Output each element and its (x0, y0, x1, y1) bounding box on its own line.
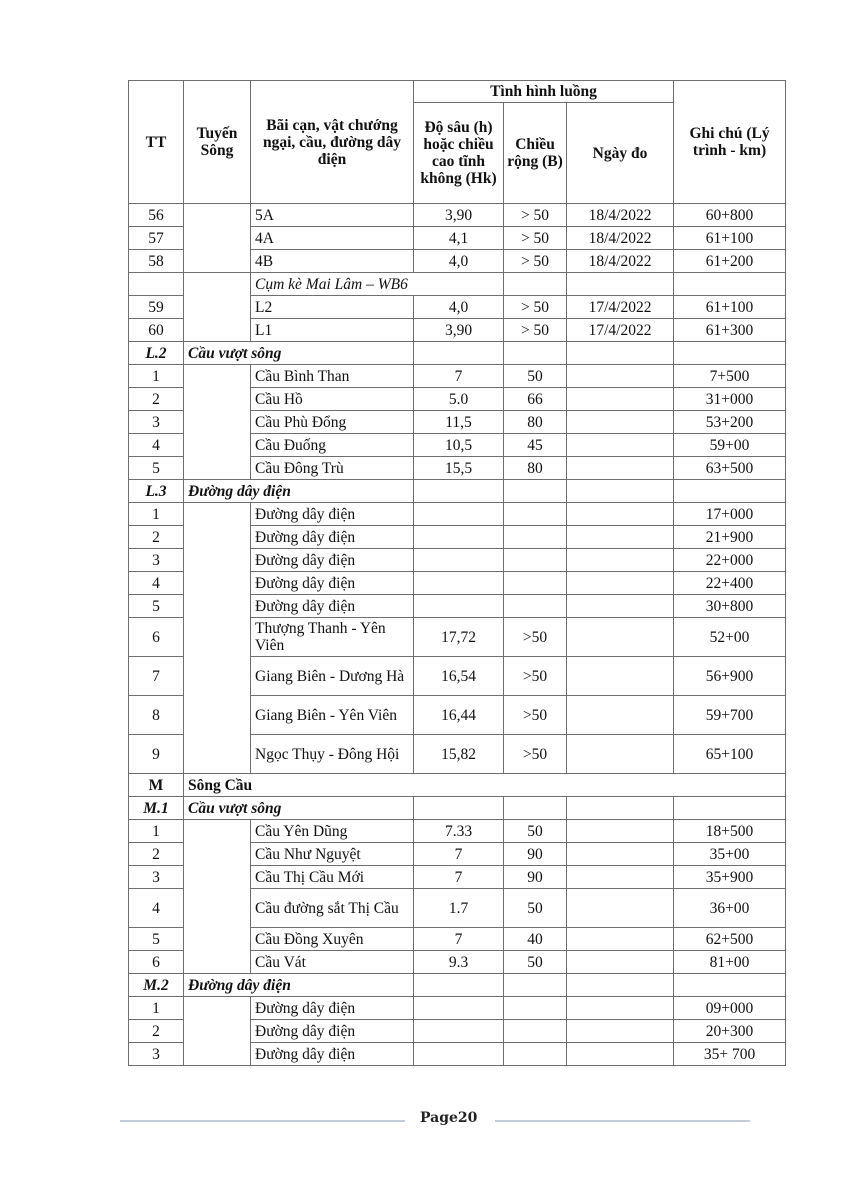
depth-value: 7 (414, 365, 504, 388)
row-number: 58 (129, 250, 184, 273)
empty-cell (504, 273, 567, 296)
depth-value: 10,5 (414, 434, 504, 457)
survey-date (567, 1043, 674, 1066)
footer-divider-right (495, 1120, 750, 1122)
width-value: > 50 (504, 227, 567, 250)
row-number: 4 (129, 572, 184, 595)
depth-value: 3,90 (414, 204, 504, 227)
obstacle-name: Cầu đường sắt Thị Cầu (251, 889, 414, 928)
depth-value (414, 997, 504, 1020)
chainage-note: 35+ 700 (674, 1043, 786, 1066)
section-header-row (129, 797, 786, 820)
tuyen-song-cell (184, 997, 251, 1066)
row-number: 5 (129, 457, 184, 480)
row-number: 6 (129, 951, 184, 974)
row-number: 1 (129, 820, 184, 843)
obstacle-name: Cầu Đồng Xuyên (251, 928, 414, 951)
section-code: L.2 (129, 342, 184, 365)
obstacle-name: Cầu Đông Trù (251, 457, 414, 480)
chainage-note: 35+00 (674, 843, 786, 866)
page-number: Page20 (420, 1110, 478, 1126)
depth-value: 4,0 (414, 296, 504, 319)
empty-cell (674, 273, 786, 296)
river-header-row (129, 774, 786, 797)
depth-value: 15,5 (414, 457, 504, 480)
obstacle-name: Cầu Bình Than (251, 365, 414, 388)
survey-date (567, 388, 674, 411)
row-number: 9 (129, 735, 184, 774)
depth-value (414, 1020, 504, 1043)
depth-value: 17,72 (414, 618, 504, 657)
row-number: 4 (129, 434, 184, 457)
chainage-note: 63+500 (674, 457, 786, 480)
table-row (129, 503, 786, 526)
row-number: 1 (129, 997, 184, 1020)
obstacle-name: 5A (251, 204, 414, 227)
row-number: 1 (129, 365, 184, 388)
survey-date: 17/4/2022 (567, 319, 674, 342)
empty-cell (414, 480, 504, 503)
width-value: >50 (504, 735, 567, 774)
page-footer (120, 1110, 750, 1132)
empty-cell (504, 480, 567, 503)
obstacle-name: Ngọc Thụy - Đông Hội (251, 735, 414, 774)
river-title: Sông Cầu (184, 774, 786, 797)
obstacle-name: Đường dây điện (251, 595, 414, 618)
depth-value: 4,1 (414, 227, 504, 250)
table-row (129, 997, 786, 1020)
survey-date (567, 1020, 674, 1043)
width-value (504, 572, 567, 595)
depth-value: 1.7 (414, 889, 504, 928)
row-number: 5 (129, 595, 184, 618)
depth-value: 3,90 (414, 319, 504, 342)
empty-cell (567, 273, 674, 296)
survey-date (567, 997, 674, 1020)
width-value: 90 (504, 866, 567, 889)
row-number: 2 (129, 388, 184, 411)
header-tt: TT (129, 81, 184, 204)
river-code: M (129, 774, 184, 797)
chainage-note: 52+00 (674, 618, 786, 657)
survey-date (567, 549, 674, 572)
chainage-note: 53+200 (674, 411, 786, 434)
survey-date (567, 820, 674, 843)
table-row (129, 820, 786, 843)
header-note: Ghi chú (Lý trình - km) (674, 81, 786, 204)
width-value: 50 (504, 951, 567, 974)
depth-value: 11,5 (414, 411, 504, 434)
empty-cell (567, 342, 674, 365)
row-number: 1 (129, 503, 184, 526)
width-value: >50 (504, 657, 567, 696)
chainage-note: 21+900 (674, 526, 786, 549)
table-row (129, 365, 786, 388)
chainage-note: 61+100 (674, 296, 786, 319)
depth-value (414, 572, 504, 595)
survey-date (567, 735, 674, 774)
chainage-note: 7+500 (674, 365, 786, 388)
survey-date (567, 595, 674, 618)
survey-date (567, 657, 674, 696)
obstacle-name: Đường dây điện (251, 1043, 414, 1066)
width-value (504, 503, 567, 526)
chainage-note: 30+800 (674, 595, 786, 618)
group-title-italic: Cụm kè Mai Lâm (255, 275, 363, 293)
section-code: M.2 (129, 974, 184, 997)
depth-value: 7.33 (414, 820, 504, 843)
survey-date (567, 503, 674, 526)
survey-date (567, 843, 674, 866)
depth-value (414, 595, 504, 618)
empty-cell (414, 974, 504, 997)
survey-date (567, 526, 674, 549)
row-number: 3 (129, 411, 184, 434)
empty-cell (674, 797, 786, 820)
row-number: 60 (129, 319, 184, 342)
channel-status-table (128, 80, 786, 1066)
row-number: 57 (129, 227, 184, 250)
row-number: 8 (129, 696, 184, 735)
row-number: 59 (129, 296, 184, 319)
survey-date: 17/4/2022 (567, 296, 674, 319)
depth-value: 4,0 (414, 250, 504, 273)
chainage-note: 61+200 (674, 250, 786, 273)
depth-value: 7 (414, 866, 504, 889)
obstacle-name: Cầu Hồ (251, 388, 414, 411)
empty-cell (414, 342, 504, 365)
width-value: 80 (504, 411, 567, 434)
row-number: 4 (129, 889, 184, 928)
empty-cell (414, 797, 504, 820)
row-number: 56 (129, 204, 184, 227)
row-number: 3 (129, 549, 184, 572)
obstacle-name: Cầu Như Nguyệt (251, 843, 414, 866)
obstacle-name: Cầu Yên Dũng (251, 820, 414, 843)
chainage-note: 56+900 (674, 657, 786, 696)
depth-value (414, 526, 504, 549)
group-header-row (129, 273, 786, 296)
row-number: 7 (129, 657, 184, 696)
obstacle-name: Đường dây điện (251, 526, 414, 549)
survey-date (567, 457, 674, 480)
chainage-note: 20+300 (674, 1020, 786, 1043)
empty-cell (674, 342, 786, 365)
obstacle-name: Đường dây điện (251, 572, 414, 595)
depth-value: 9.3 (414, 951, 504, 974)
width-value: 50 (504, 365, 567, 388)
width-value: >50 (504, 618, 567, 657)
depth-value (414, 503, 504, 526)
section-header-row (129, 342, 786, 365)
header-obstacle-name: Bãi cạn, vật chướng ngại, cầu, đường dây điện (251, 81, 414, 204)
chainage-note: 22+000 (674, 549, 786, 572)
width-value: >50 (504, 696, 567, 735)
empty-cell (567, 974, 674, 997)
obstacle-name: Cầu Vát (251, 951, 414, 974)
section-header-row (129, 974, 786, 997)
chainage-note: 62+500 (674, 928, 786, 951)
chainage-note: 61+300 (674, 319, 786, 342)
depth-value: 16,54 (414, 657, 504, 696)
obstacle-name: Cầu Thị Cầu Mới (251, 866, 414, 889)
empty-cell (504, 342, 567, 365)
empty-cell (504, 797, 567, 820)
header-date: Ngày đo (567, 103, 674, 204)
chainage-note: 09+000 (674, 997, 786, 1020)
empty-cell (674, 974, 786, 997)
chainage-note: 81+00 (674, 951, 786, 974)
width-value: > 50 (504, 250, 567, 273)
width-value: > 50 (504, 204, 567, 227)
width-value: > 50 (504, 296, 567, 319)
width-value: 66 (504, 388, 567, 411)
table-body (129, 204, 786, 1066)
width-value: 50 (504, 889, 567, 928)
width-value (504, 997, 567, 1020)
survey-date: 18/4/2022 (567, 204, 674, 227)
obstacle-name: 4B (251, 250, 414, 273)
survey-date (567, 928, 674, 951)
header-tuyen-song: Tuyến Sông (184, 81, 251, 204)
row-number: 6 (129, 618, 184, 657)
chainage-note: 17+000 (674, 503, 786, 526)
obstacle-name: Đường dây điện (251, 503, 414, 526)
section-title: Đường dây điện (184, 974, 414, 997)
width-value: 50 (504, 820, 567, 843)
row-number: 2 (129, 526, 184, 549)
width-value (504, 1043, 567, 1066)
width-value (504, 549, 567, 572)
width-value (504, 1020, 567, 1043)
tuyen-song-cell (184, 204, 251, 273)
width-value (504, 526, 567, 549)
obstacle-name: Cầu Đuống (251, 434, 414, 457)
width-value: 80 (504, 457, 567, 480)
row-number: 2 (129, 843, 184, 866)
obstacle-name: Giang Biên - Yên Viên (251, 696, 414, 735)
empty-cell (674, 480, 786, 503)
header-depth: Độ sâu (h) hoặc chiều cao tĩnh không (Hk) (414, 103, 504, 204)
row-number: 3 (129, 1043, 184, 1066)
obstacle-name: Giang Biên - Dương Hà (251, 657, 414, 696)
row-number: 5 (129, 928, 184, 951)
survey-date (567, 696, 674, 735)
depth-value: 7 (414, 928, 504, 951)
chainage-note: 60+800 (674, 204, 786, 227)
survey-date (567, 951, 674, 974)
width-value: 45 (504, 434, 567, 457)
row-number: 2 (129, 1020, 184, 1043)
depth-value: 5.0 (414, 388, 504, 411)
table-row (129, 204, 786, 227)
obstacle-name: L1 (251, 319, 414, 342)
group-title (251, 273, 504, 296)
survey-date (567, 365, 674, 388)
survey-date (567, 411, 674, 434)
section-code: L.3 (129, 480, 184, 503)
obstacle-name: Đường dây điện (251, 1020, 414, 1043)
obstacle-name: Thượng Thanh - Yên Viên (251, 618, 414, 657)
survey-date (567, 618, 674, 657)
header-channel-status: Tình hình luồng (414, 81, 674, 103)
obstacle-name: Đường dây điện (251, 549, 414, 572)
tuyen-song-cell (184, 365, 251, 480)
obstacle-name: Cầu Phù Đổng (251, 411, 414, 434)
empty-cell (567, 480, 674, 503)
tuyen-song-cell (184, 273, 251, 342)
depth-value: 7 (414, 843, 504, 866)
width-value: > 50 (504, 319, 567, 342)
depth-value: 16,44 (414, 696, 504, 735)
chainage-note: 36+00 (674, 889, 786, 928)
chainage-note: 59+700 (674, 696, 786, 735)
section-header-row (129, 480, 786, 503)
chainage-note: 22+400 (674, 572, 786, 595)
width-value: 90 (504, 843, 567, 866)
obstacle-name: 4A (251, 227, 414, 250)
depth-value: 15,82 (414, 735, 504, 774)
empty-cell (504, 974, 567, 997)
survey-date (567, 434, 674, 457)
width-value: 40 (504, 928, 567, 951)
section-title: Cầu vượt sông (184, 797, 414, 820)
chainage-note: 31+000 (674, 388, 786, 411)
chainage-note: 59+00 (674, 434, 786, 457)
chainage-note: 18+500 (674, 820, 786, 843)
footer-divider-left (120, 1120, 405, 1122)
section-title: Đường dây điện (184, 480, 414, 503)
survey-date: 18/4/2022 (567, 250, 674, 273)
obstacle-name: L2 (251, 296, 414, 319)
depth-value (414, 549, 504, 572)
section-code: M.1 (129, 797, 184, 820)
section-title: Cầu vượt sông (184, 342, 414, 365)
row-number: 3 (129, 866, 184, 889)
survey-date (567, 889, 674, 928)
survey-date: 18/4/2022 (567, 227, 674, 250)
width-value (504, 595, 567, 618)
survey-date (567, 866, 674, 889)
header-width: Chiều rộng (B) (504, 103, 567, 204)
depth-value (414, 1043, 504, 1066)
header-row-1 (129, 81, 786, 103)
empty-cell (129, 273, 184, 296)
survey-date (567, 572, 674, 595)
tuyen-song-cell (184, 503, 251, 774)
chainage-note: 35+900 (674, 866, 786, 889)
empty-cell (567, 797, 674, 820)
group-title-code: – WB6 (362, 275, 408, 293)
chainage-note: 65+100 (674, 735, 786, 774)
tuyen-song-cell (184, 820, 251, 974)
obstacle-name: Đường dây điện (251, 997, 414, 1020)
chainage-note: 61+100 (674, 227, 786, 250)
